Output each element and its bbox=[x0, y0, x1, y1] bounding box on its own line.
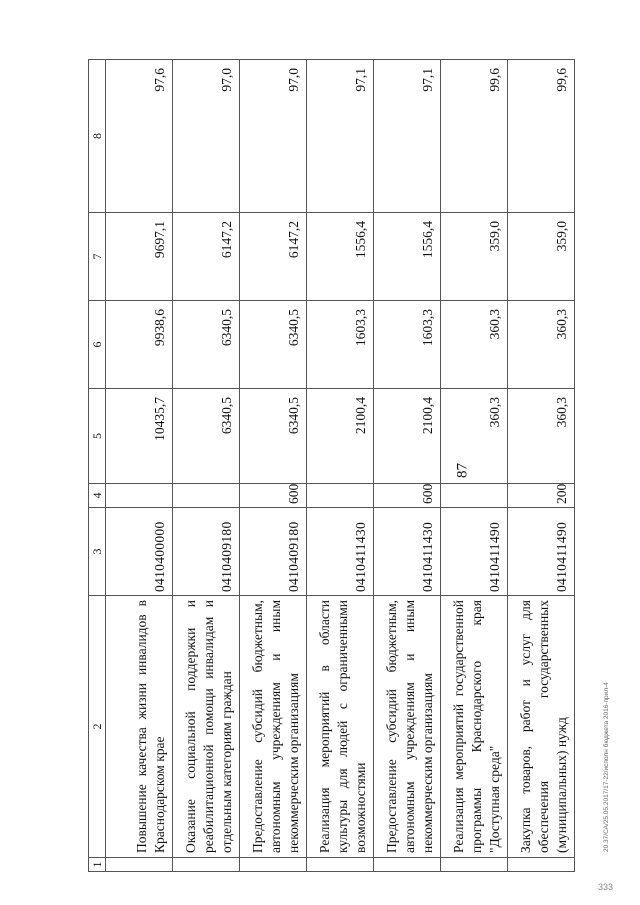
row-name-cell: Реализация мероприятий государственной программы Краснодарского края "Доступная среда" bbox=[441, 596, 508, 858]
table-row bbox=[374, 60, 441, 872]
row-value-cell: 2100,4 bbox=[374, 389, 441, 484]
column-number: 5 bbox=[89, 389, 106, 484]
row-value-cell: 1556,4 bbox=[307, 213, 374, 301]
table-row bbox=[508, 60, 575, 872]
column-number: 4 bbox=[89, 484, 106, 508]
row-value-cell: 359,0 bbox=[441, 213, 508, 301]
row-expense-type-cell bbox=[173, 484, 240, 508]
row-code-cell: 0410411430 bbox=[307, 508, 374, 596]
row-expense-type-cell: 600 bbox=[374, 484, 441, 508]
row-percent-cell: 99,6 bbox=[441, 60, 508, 213]
row-value-cell: 9938,6 bbox=[106, 301, 173, 389]
row-index-cell bbox=[173, 858, 240, 872]
row-value-cell: 6147,2 bbox=[240, 213, 307, 301]
page-number: 87 bbox=[454, 463, 471, 478]
row-name-cell: Оказание социальной поддержки и реабилитационной помощи инвалидам и отдельным категориям граждан bbox=[173, 596, 240, 858]
row-percent-cell: 97,0 bbox=[240, 60, 307, 213]
row-index-cell bbox=[240, 858, 307, 872]
column-number: 7 bbox=[89, 213, 106, 301]
row-code-cell: 0410411430 bbox=[374, 508, 441, 596]
row-code-cell: 0410409180 bbox=[240, 508, 307, 596]
row-index-cell bbox=[441, 858, 508, 872]
row-percent-cell: 97,1 bbox=[307, 60, 374, 213]
row-value-cell: 360,3 bbox=[441, 301, 508, 389]
row-value-cell: 1603,3 bbox=[374, 301, 441, 389]
table-row bbox=[441, 60, 508, 872]
column-number: 3 bbox=[89, 508, 106, 596]
row-percent-cell: 97,0 bbox=[173, 60, 240, 213]
row-index-cell bbox=[508, 858, 575, 872]
row-expense-type-cell: 200 bbox=[508, 484, 575, 508]
table-header-row bbox=[89, 60, 106, 872]
row-value-cell: 6340,5 bbox=[240, 389, 307, 484]
row-expense-type-cell bbox=[106, 484, 173, 508]
row-percent-cell: 97,6 bbox=[106, 60, 173, 213]
row-code-cell: 0410411490 bbox=[441, 508, 508, 596]
row-value-cell: 2100,4 bbox=[307, 389, 374, 484]
row-value-cell: 360,3 bbox=[508, 389, 575, 484]
budget-table-rotated bbox=[88, 60, 569, 872]
corner-stamp: 333 bbox=[598, 882, 614, 892]
row-value-cell: 6147,2 bbox=[173, 213, 240, 301]
row-name-cell: Закупка товаров, работ и услуг для обеспечения государственных (муниципальных) нужд bbox=[508, 596, 575, 858]
row-value-cell: 360,3 bbox=[441, 389, 508, 484]
budget-table bbox=[88, 59, 575, 872]
row-code-cell: 0410409180 bbox=[173, 508, 240, 596]
column-number: 6 bbox=[89, 301, 106, 389]
row-code-cell: 0410411490 bbox=[508, 508, 575, 596]
row-index-cell bbox=[307, 858, 374, 872]
row-expense-type-cell: 600 bbox=[240, 484, 307, 508]
column-number: 2 bbox=[89, 596, 106, 858]
footer-file-path: 20.37/СА/25.05.2017/17-22/исполн бюджета 2016-прил-4 bbox=[603, 682, 610, 852]
row-value-cell: 1556,4 bbox=[374, 213, 441, 301]
row-name-cell: Предоставление субсидий бюджетным, автономным учреждениям и иным некоммерческим организациям bbox=[374, 596, 441, 858]
row-value-cell: 9697,1 bbox=[106, 213, 173, 301]
row-name-cell: Предоставление субсидий бюджетным, автономным учреждениям и иным некоммерческим организациям bbox=[240, 596, 307, 858]
table-row bbox=[307, 60, 374, 872]
table-row bbox=[240, 60, 307, 872]
column-number: 1 bbox=[89, 858, 106, 872]
row-value-cell: 10435,7 bbox=[106, 389, 173, 484]
table-row bbox=[106, 60, 173, 872]
row-value-cell: 359,0 bbox=[508, 213, 575, 301]
row-value-cell: 6340,5 bbox=[240, 301, 307, 389]
row-index-cell bbox=[106, 858, 173, 872]
table-row bbox=[173, 60, 240, 872]
row-name-cell: Повышение качества жизни инвалидов в Краснодарском крае bbox=[106, 596, 173, 858]
column-number: 8 bbox=[89, 60, 106, 213]
row-expense-type-cell bbox=[307, 484, 374, 508]
row-value-cell: 360,3 bbox=[508, 301, 575, 389]
row-name-cell: Реализация мероприятий в области культуры для людей с ограниченными возможностями bbox=[307, 596, 374, 858]
row-index-cell bbox=[374, 858, 441, 872]
row-code-cell: 0410400000 bbox=[106, 508, 173, 596]
row-percent-cell: 99,6 bbox=[508, 60, 575, 213]
row-expense-type-cell bbox=[441, 484, 508, 508]
row-value-cell: 1603,3 bbox=[307, 301, 374, 389]
row-value-cell: 6340,5 bbox=[173, 389, 240, 484]
row-value-cell: 6340,5 bbox=[173, 301, 240, 389]
row-percent-cell: 97,1 bbox=[374, 60, 441, 213]
